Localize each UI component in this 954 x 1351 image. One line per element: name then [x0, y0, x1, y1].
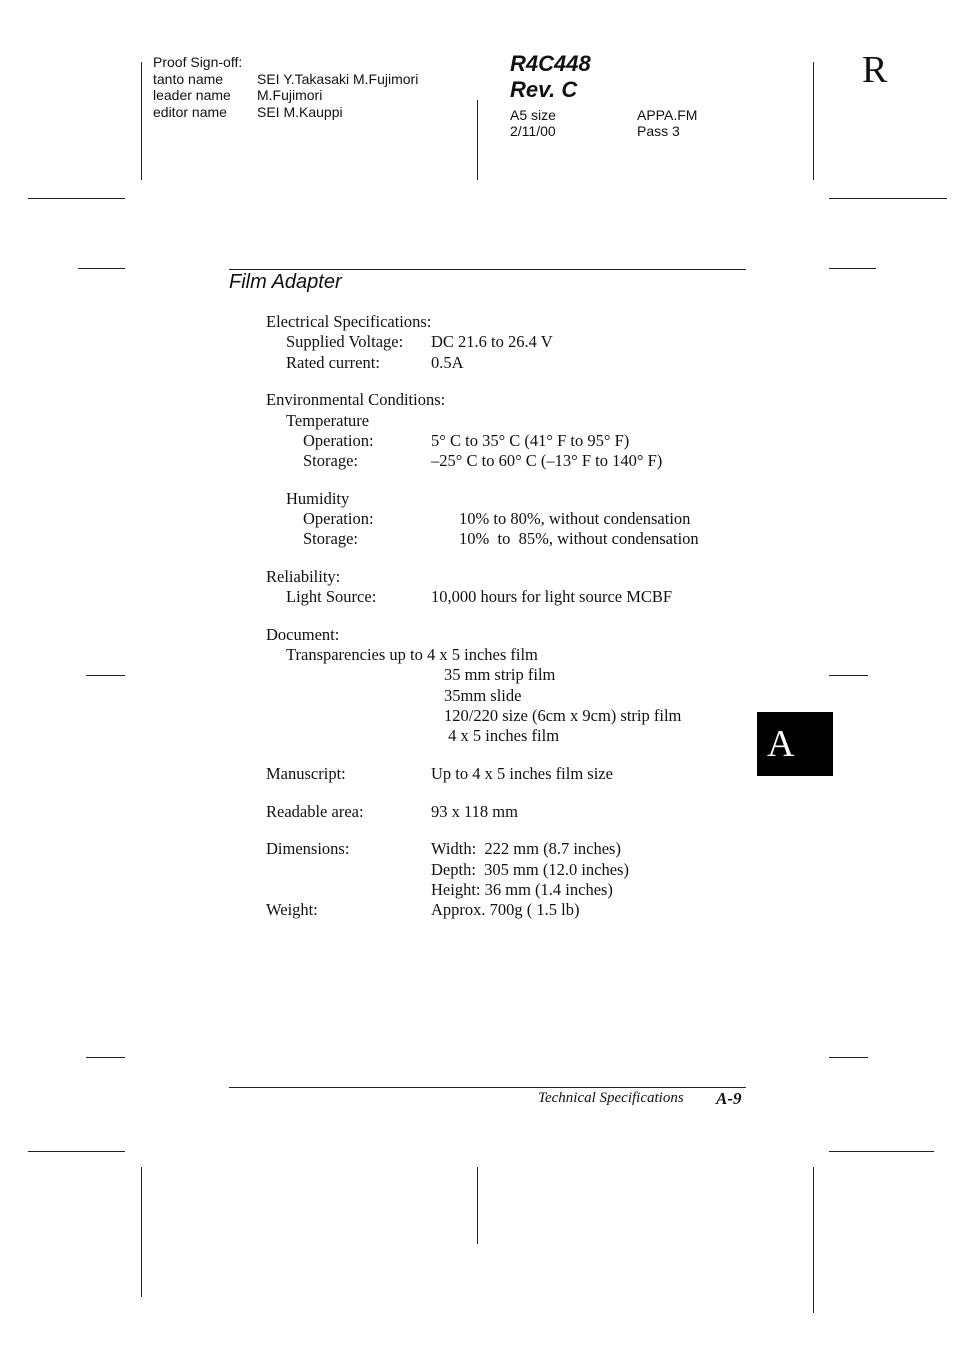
footer-chapter-title: Technical Specifications [538, 1090, 684, 1106]
light-source-value: 10,000 hours for light source MCBF [431, 587, 673, 606]
dimensions-width: Width: 222 mm (8.7 inches) [431, 839, 621, 858]
crop-line-bottom-right-horizontal [829, 1151, 934, 1152]
temp-operation-value: 5° C to 35° C (41° F to 95° F) [431, 431, 630, 450]
manuscript-label: Manuscript: [266, 764, 346, 783]
environment-heading: Environmental Conditions: [266, 390, 446, 409]
margin-mark-right-3 [829, 1057, 868, 1058]
margin-mark-right-1 [829, 268, 876, 269]
hum-storage-label: Storage: [303, 529, 358, 548]
readable-area-label: Readable area: [266, 802, 364, 821]
temp-storage-label: Storage: [303, 451, 358, 470]
revision-code: Rev. C [510, 77, 578, 102]
proof-key-leader: leader name [153, 87, 231, 103]
crop-line-bottom-left-horizontal [28, 1151, 125, 1152]
crop-line-bottom-mid-vertical [477, 1167, 478, 1244]
manuscript-value: Up to 4 x 5 inches film size [431, 764, 613, 783]
humidity-heading: Humidity [286, 489, 350, 508]
light-source-label: Light Source: [286, 587, 377, 606]
voltage-value: DC 21.6 to 26.4 V [431, 332, 553, 351]
current-label: Rated current: [286, 353, 380, 372]
corner-letter: R [862, 49, 888, 91]
footer-rule [229, 1087, 746, 1088]
hum-operation-label: Operation: [303, 509, 374, 528]
crop-line-top-left-horizontal [28, 198, 125, 199]
margin-mark-left-3 [86, 1057, 125, 1058]
weight-label: Weight: [266, 900, 318, 919]
crop-line-top-right-vertical [813, 62, 814, 180]
footer-page-number: A-9 [716, 1089, 742, 1108]
temp-storage-value: –25° C to 60° C (–13° F to 140° F) [431, 451, 663, 470]
dimensions-height: Height: 36 mm (1.4 inches) [431, 880, 613, 899]
electrical-heading: Electrical Specifications: [266, 312, 432, 331]
readable-area-value: 93 x 118 mm [431, 802, 518, 821]
page-size: A5 size [510, 107, 556, 123]
document-item: 4 x 5 inches film [444, 726, 560, 745]
voltage-label: Supplied Voltage: [286, 332, 404, 351]
proof-value-tanto: SEI Y.Takasaki M.Fujimori [257, 71, 419, 87]
proof-date: 2/11/00 [510, 123, 556, 139]
dimensions-depth: Depth: 305 mm (12.0 inches) [431, 860, 629, 879]
crop-line-top-mid-vertical [477, 100, 478, 180]
appendix-tab: A [757, 712, 833, 776]
proof-value-leader: M.Fujimori [257, 87, 323, 103]
crop-line-top-left-vertical [141, 62, 142, 180]
current-value: 0.5A [431, 353, 464, 372]
pass-number: Pass 3 [637, 123, 680, 139]
crop-line-bottom-right-vertical [813, 1167, 814, 1313]
hum-storage-value: 10% to 85%, without condensation [459, 529, 699, 548]
proof-key-editor: editor name [153, 104, 227, 120]
file-name: APPA.FM [637, 107, 698, 123]
document-intro: Transparencies up to 4 x 5 inches film [286, 645, 538, 664]
margin-mark-right-2 [829, 675, 868, 676]
section-title: Film Adapter [229, 271, 342, 293]
document-item: 35mm slide [444, 686, 522, 705]
document-item: 120/220 size (6cm x 9cm) strip film [444, 706, 682, 725]
section-rule-top [229, 269, 746, 270]
crop-line-top-right-horizontal [829, 198, 947, 199]
proof-key-tanto: tanto name [153, 71, 224, 87]
reliability-heading: Reliability: [266, 567, 341, 586]
proof-value-editor: SEI M.Kauppi [257, 104, 343, 120]
temp-operation-label: Operation: [303, 431, 374, 450]
margin-mark-left-2 [86, 675, 125, 676]
temperature-heading: Temperature [286, 411, 370, 430]
crop-line-bottom-left-vertical [141, 1167, 142, 1297]
dimensions-label: Dimensions: [266, 839, 350, 858]
proof-signoff-label: Proof Sign-off: [153, 54, 243, 70]
document-item: 35 mm strip film [444, 665, 556, 684]
weight-value: Approx. 700g ( 1.5 lb) [431, 900, 580, 919]
margin-mark-left-1 [78, 268, 125, 269]
model-code: R4C448 [510, 51, 591, 76]
hum-operation-value: 10% to 80%, without condensation [459, 509, 691, 528]
document-heading: Document: [266, 625, 340, 644]
